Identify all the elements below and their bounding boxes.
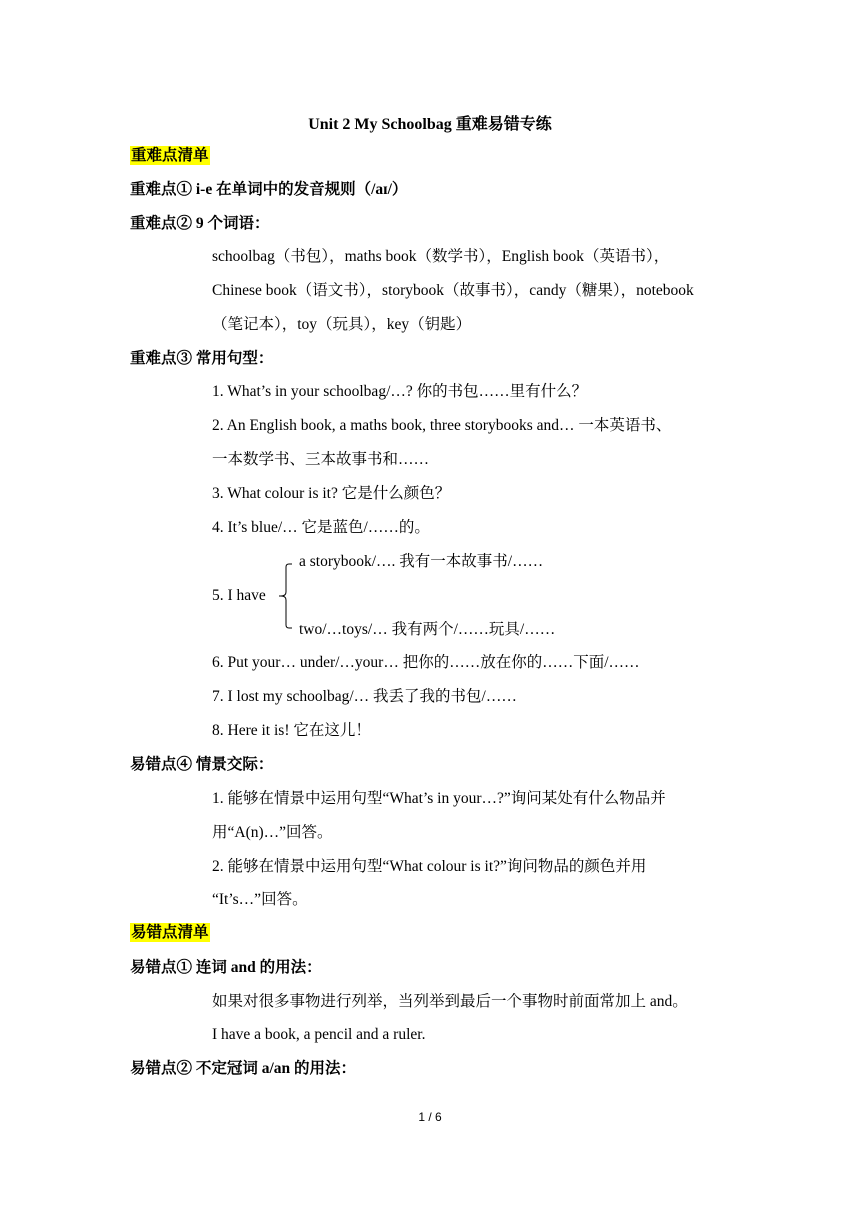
page-number: 1 / 6 xyxy=(418,1110,442,1124)
communication-item-1b: 用“A(n)…”回答。 xyxy=(212,824,333,841)
error-point-1-rule: 如果对很多事物进行列举，当列举到最后一个事物时前面常加上 and。 xyxy=(212,993,688,1010)
sentence-8: 8. Here it is! 它在这儿！ xyxy=(212,722,371,739)
communication-item-2a: 2. 能够在情景中运用句型“What colour is it?”询问物品的颜色并用 xyxy=(212,858,647,875)
communication-item-2b: “It’s…”回答。 xyxy=(212,891,308,908)
error-point-1-example: I have a book, a pencil and a ruler. xyxy=(212,1026,426,1043)
key-point-2: 重难点② 9 个词语： xyxy=(130,215,270,232)
sentence-7: 7. I lost my schoolbag/… 我丢了我的书包/…… xyxy=(212,688,517,705)
error-point-2: 易错点② 不定冠词 a/an 的用法： xyxy=(130,1060,357,1077)
communication-item-1a: 1. 能够在情景中运用句型“What’s in your…?”询问某处有什么物品并 xyxy=(212,790,666,807)
vocab-line-1: schoolbag（书包），maths book（数学书），English book（英语书）， xyxy=(212,248,670,265)
vocab-line-3: （笔记本），toy（玩具），key（钥匙） xyxy=(212,316,472,333)
sentence-5-top: a storybook/…. 我有一本故事书/…… xyxy=(299,553,544,570)
highlighted-heading: 重难点清单 xyxy=(131,147,209,164)
sentence-2b: 一本数学书、三本故事书和…… xyxy=(212,451,430,468)
sentence-3: 3. What colour is it? 它是什么颜色？ xyxy=(212,485,451,502)
vocab-line-2: Chinese book（语文书），storybook（故事书），candy（糖果），notebook xyxy=(212,282,694,299)
sentence-2a: 2. An English book, a maths book, three storybooks and… 一本英语书、 xyxy=(212,417,672,434)
highlighted-heading: 易错点清单 xyxy=(131,924,209,941)
error-point-1: 易错点① 连词 and 的用法： xyxy=(130,959,322,976)
page-title: Unit 2 My Schoolbag 重难易错专练 xyxy=(308,116,552,133)
section-heading-error-points xyxy=(130,922,210,944)
sentence-1: 1. What’s in your schoolbag/…? 你的书包……里有什么？ xyxy=(212,383,588,400)
key-point-4: 易错点④ 情景交际： xyxy=(130,756,274,773)
sentence-4: 4. It’s blue/… 它是蓝色/……的。 xyxy=(212,519,430,536)
sentence-5-bottom: two/…toys/… 我有两个/……玩具/…… xyxy=(299,621,556,638)
curly-brace-icon xyxy=(279,563,293,629)
section-heading-key-points xyxy=(130,145,210,167)
key-point-1: 重难点① i-e 在单词中的发音规则（/aɪ/） xyxy=(130,181,408,198)
sentence-6: 6. Put your… under/…your… 把你的……放在你的……下面/…… xyxy=(212,654,640,671)
sentence-5-label: 5. I have xyxy=(212,587,266,604)
key-point-3: 重难点③ 常用句型： xyxy=(130,350,274,367)
